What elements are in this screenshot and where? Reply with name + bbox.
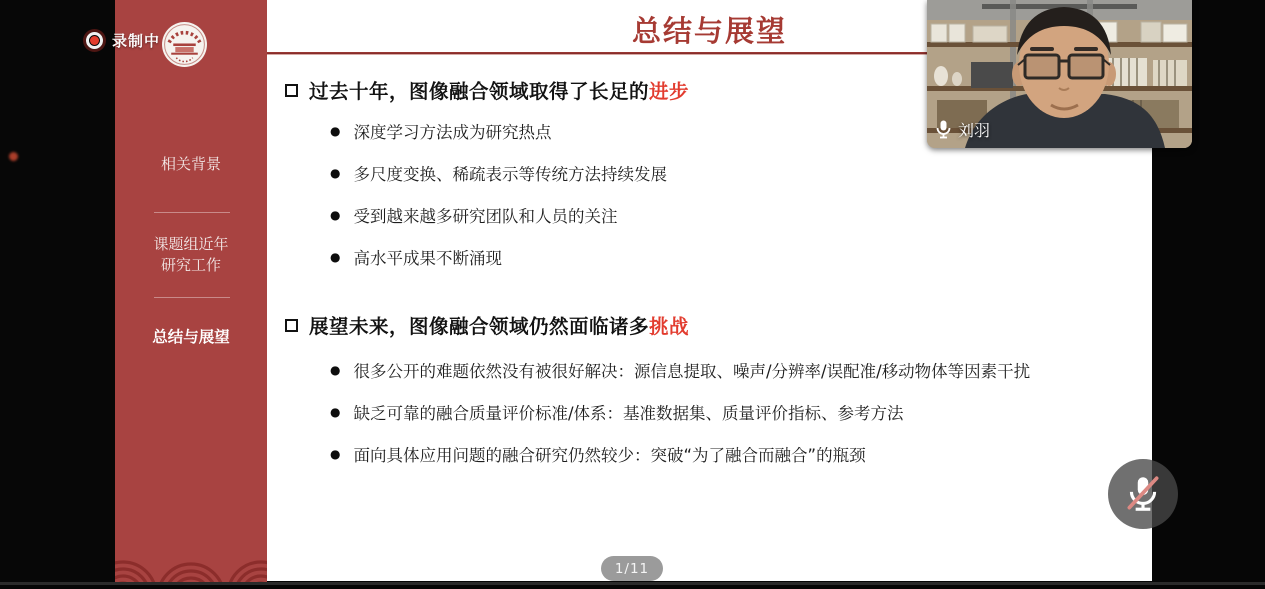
list-item [330,391,1152,433]
cursor-dot [9,152,18,161]
list-item [330,433,1152,475]
sidebar-divider [154,297,230,298]
wave-ornament [115,553,267,585]
recording-indicator [86,30,160,51]
record-icon [86,32,103,49]
dot-bullet-icon: ● [330,124,341,138]
participant-name: 刘羽 [958,121,991,140]
heading-text: 展望未来，图像融合领域仍然面临诸多 [309,315,650,338]
bullet-text: 高水平成果不断涌现 [353,249,502,268]
dot-bullet-icon: ● [330,405,341,419]
mute-microphone-button[interactable] [1108,459,1178,529]
sidebar-item-label: 总结与展望 [152,328,230,346]
university-seal-logo [161,21,208,68]
microphone-muted-icon [1124,473,1162,515]
dot-bullet-icon: ● [330,363,341,377]
microphone-icon [936,120,951,139]
bullet-list [267,349,1152,475]
dot-bullet-icon: ● [330,447,341,461]
square-bullet-icon [285,319,298,332]
sidebar-item-background [115,154,267,175]
sidebar-item-label: 课题组近年 [153,235,229,253]
page-indicator: 1/11 [601,556,663,581]
heading-highlight: 进步 [649,80,690,103]
dot-bullet-icon: ● [330,250,341,264]
sidebar-item-summary-outlook [115,327,267,348]
participant-name-tag [936,118,990,141]
bullet-text: 缺乏可靠的融合质量评价标准/体系：基准数据集、质量评价指标、参考方法 [353,404,904,423]
bullet-text: 很多公开的难题依然没有被很好解决：源信息提取、噪声/分辨率/误配准/移动物体等因素干扰 [353,362,1031,381]
recording-label: 录制中 [112,32,161,50]
bullet-text: 面向具体应用问题的融合研究仍然较少：突破“为了融合而融合”的瓶颈 [353,446,866,465]
dot-bullet-icon: ● [330,166,341,180]
dot-bullet-icon: ● [330,208,341,222]
bullet-text: 深度学习方法成为研究热点 [353,123,552,142]
left-black-bar [0,0,115,585]
list-item [330,152,1152,194]
slide-section-challenges [267,311,1152,475]
sidebar-item-label: 相关背景 [160,155,221,173]
bullet-text: 受到越来越多研究团队和人员的关注 [353,207,618,226]
slide-title: 总结与展望 [631,14,787,48]
sidebar-divider [154,212,230,213]
record-dot [90,36,99,45]
slide-sidebar [115,0,267,585]
list-item [330,236,1152,278]
sidebar-item-label: 研究工作 [160,256,221,274]
list-item [330,349,1152,391]
square-bullet-icon [285,84,298,97]
heading-text: 过去十年，图像融合领域取得了长足的 [309,80,650,103]
bullet-text: 多尺度变换、稀疏表示等传统方法持续发展 [353,165,667,184]
heading-highlight: 挑战 [649,315,690,338]
section-heading [285,311,1152,339]
webcam-video[interactable] [927,0,1192,148]
sidebar-item-research-work [115,234,267,276]
list-item [330,194,1152,236]
